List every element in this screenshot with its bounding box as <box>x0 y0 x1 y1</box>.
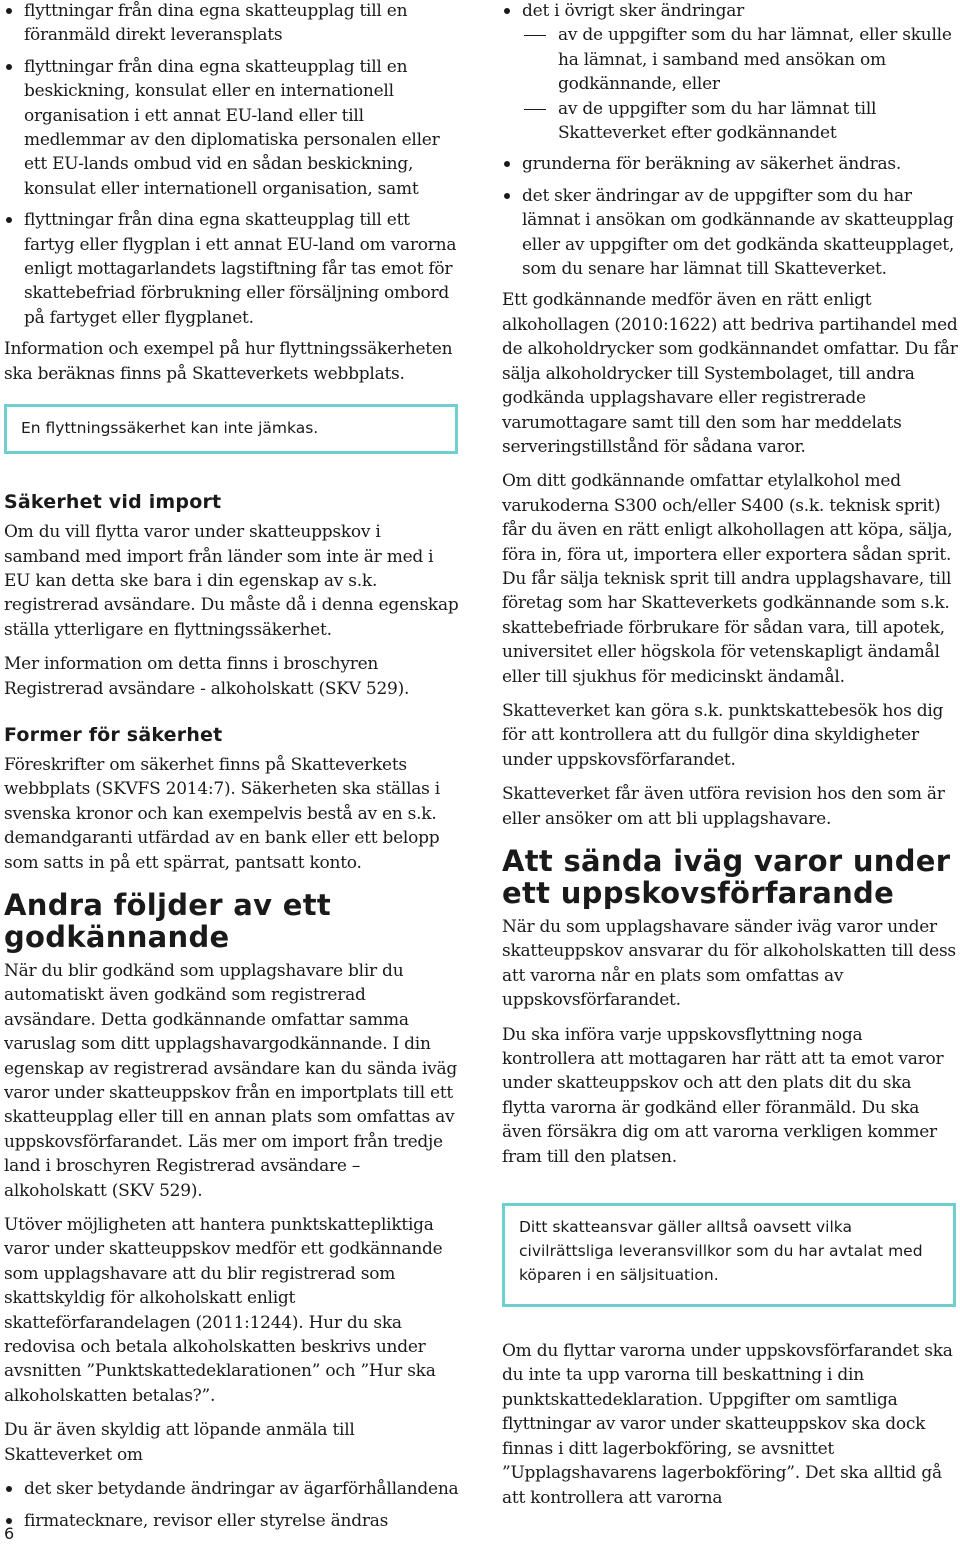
dash-list <box>522 23 958 145</box>
bottom-bullet-list <box>4 1477 460 1533</box>
forms-paragraph: Föreskrifter om säkerhet finns på Skatteverkets webbplats (SKVFS 2014:7). Säkerheten ska ställas i svenska kronor och kan exempelvis bestå av en s.k. demandgaranti utfärdad av en bank eller ett belopp som satts in på ett spärrat, pantsatt konto. <box>4 754 440 873</box>
right-column <box>502 0 958 1520</box>
right-paragraph: Om ditt godkännande omfattar etylalkohol med varukoderna S300 och/eller S400 (s.k. teknisk sprit) får du även en rätt enligt alkohollagen att köpa, sälja, föra in, föra ut, importera eller exportera sådan sprit. Du får sälja teknisk sprit till andra upplagshavare, till företag som har Skatteverkets godkännande som s.k. skattebefriade förbrukare för sådan vara, till apotek, universitet eller högskola för vetenskapligt ändamål eller till sjukhus för medicinskt ändamål. <box>502 471 953 687</box>
right-paragraph: Skatteverket får även utföra revision hos den som är eller ansöker om att bli upplagshavare. <box>502 784 945 829</box>
heading-forms: Former för säkerhet <box>4 723 223 746</box>
heading-send-goods: Att sända iväg varor under ett uppskovsförfarande <box>502 844 951 910</box>
import-paragraph: Mer information om detta finns i broschyren Registrerad avsändare - alkoholskatt (SKV 529). <box>4 654 410 699</box>
list-item-text: det i övrigt sker ändringar <box>522 1 745 21</box>
dash-item: av de uppgifter som du har lämnat, eller skulle ha lämnat, i samband med ansökan om godkännande, eller <box>522 23 958 96</box>
right-paragraph: Ett godkännande medför även en rätt enligt alkohollagen (2010:1622) att bedriva partihandel med de alkoholdrycker som godkännandet omfattar. Du får sälja alkoholdrycker till Systembolaget, till andra godkända upplagshavare eller registrerade varumottagare samt till den som har meddelats serveringstillstånd för sådana varor. <box>502 290 958 457</box>
heading-import: Säkerhet vid import <box>4 491 222 514</box>
list-item: grunderna för beräkning av säkerhet ändras. <box>502 152 958 176</box>
list-item: det sker betydande ändringar av ägarförhållandena <box>4 1477 460 1501</box>
list-item: flyttningar från dina egna skatteupplag till en beskickning, konsulat eller en internationell organisation i ett annat EU-land eller till medlemmar av den diplomatiska personalen eller ett EU-lands ombud vid en sådan beskickning, konsulat eller internationell organisation, samt <box>4 55 460 201</box>
dash-item: av de uppgifter som du har lämnat till Skatteverket efter godkännandet <box>522 97 958 146</box>
list-item: flyttningar från dina egna skatteupplag till en föranmäld direkt leveransplats <box>4 0 460 48</box>
list-item: flyttningar från dina egna skatteupplag till ett fartyg eller flygplan i ett annat EU-land om varorna enligt mottagarlandets lagstiftning får tas emot för skattebefriad förbrukning eller försäljning ombord på fartyget eller flygplanet. <box>4 208 460 330</box>
change-bullet-list <box>502 0 958 281</box>
info-paragraph: Information och exempel på hur flyttningssäkerheten ska beräknas finns på Skatteverkets webbplats. <box>4 339 453 384</box>
top-bullet-list <box>4 0 460 330</box>
other-paragraph: Du är även skyldig att löpande anmäla till Skatteverket om <box>4 1420 355 1465</box>
heading-other-consequences: Andra följder av ett godkännande <box>4 887 332 954</box>
left-column <box>4 0 460 1540</box>
notice-box-jamkas: En flyttningssäkerhet kan inte jämkas. <box>4 404 458 454</box>
right-paragraph: Skatteverket kan göra s.k. punktskattebesök hos dig för att kontrollera att du fullgör dina skyldigheter under uppskovsförfarandet. <box>502 700 944 770</box>
import-paragraph: Om du vill flytta varor under skatteuppskov i samband med import från länder som inte är med i EU kan detta ske bara i din egenskap av s.k. registrerad avsändare. Du måste då i denna egenskap ställa ytterligare en flyttningssäkerhet. <box>4 522 459 640</box>
list-item <box>502 0 958 145</box>
list-item: det sker ändringar av de uppgifter som du har lämnat i ansökan om godkännande av skatteupplag eller av uppgifter om det godkända skatteupplaget, som du senare har lämnat till Skatteverket. <box>502 184 958 282</box>
other-paragraph: Utöver möjligheten att hantera punktskattepliktiga varor under skatteuppskov medför ett godkännande som upplagshavare att du blir registrerad som skattskyldig för alkoholskatt enligt skatteförfarandelagen (2011:1244). Hur du ska redovisa och betala alkoholskatten beskrivs under avsnitten ”Punktskattedeklarationen” och ”Hur ska alkoholskatten betalas?”. <box>4 1215 443 1406</box>
send-paragraph: Om du flyttar varorna under uppskovsförfarandet ska du inte ta upp varorna till beskattning i din punktskattedeklaration. Uppgifter om samtliga flyttningar av varor under skatteuppskov ska dock finnas i ditt lagerbokföring, se avsnittet ”Upplagshavarens lagerbokföring”. Det ska alltid gå att kontrollera att varorna <box>502 1341 953 1508</box>
send-paragraph: Du ska införa varje uppskovsflyttning noga kontrollera att mottagaren har rätt att ta emot varor under skatteuppskov och att den plats dit du ska flytta varorna är godkänd eller föranmäld. Du ska även försäkra dig om att varorna verkligen kommer fram till den platsen. <box>502 1024 944 1167</box>
page-number: 6 <box>4 1524 15 1543</box>
send-paragraph: När du som upplagshavare sänder iväg varor under skatteuppskov ansvarar du för alkoholskatten till dess att varorna når en plats som omfattas av uppskovsförfarandet. <box>502 917 956 1011</box>
list-item: firmatecknare, revisor eller styrelse ändras <box>4 1509 460 1533</box>
notice-box-tax-liability: Ditt skatteansvar gäller alltså oavsett vilka civilrättsliga leveransvillkor som du har avtalat med köparen i en säljsituation. <box>502 1203 956 1307</box>
other-paragraph: När du blir godkänd som upplagshavare blir du automatiskt även godkänd som registrerad avsändare. Detta godkännande omfattar samma varuslag som ditt upplagshavargodkännande. I din egenskap av registrerad avsändare kan du sända iväg varor under skatteuppskov från en importplats till ett skatteupplag eller till en annan plats som omfattas av uppskovsförfarandet. Läs mer om import från tredje land i broschyren Registrerad avsändare – alkoholskatt (SKV 529). <box>4 960 458 1201</box>
